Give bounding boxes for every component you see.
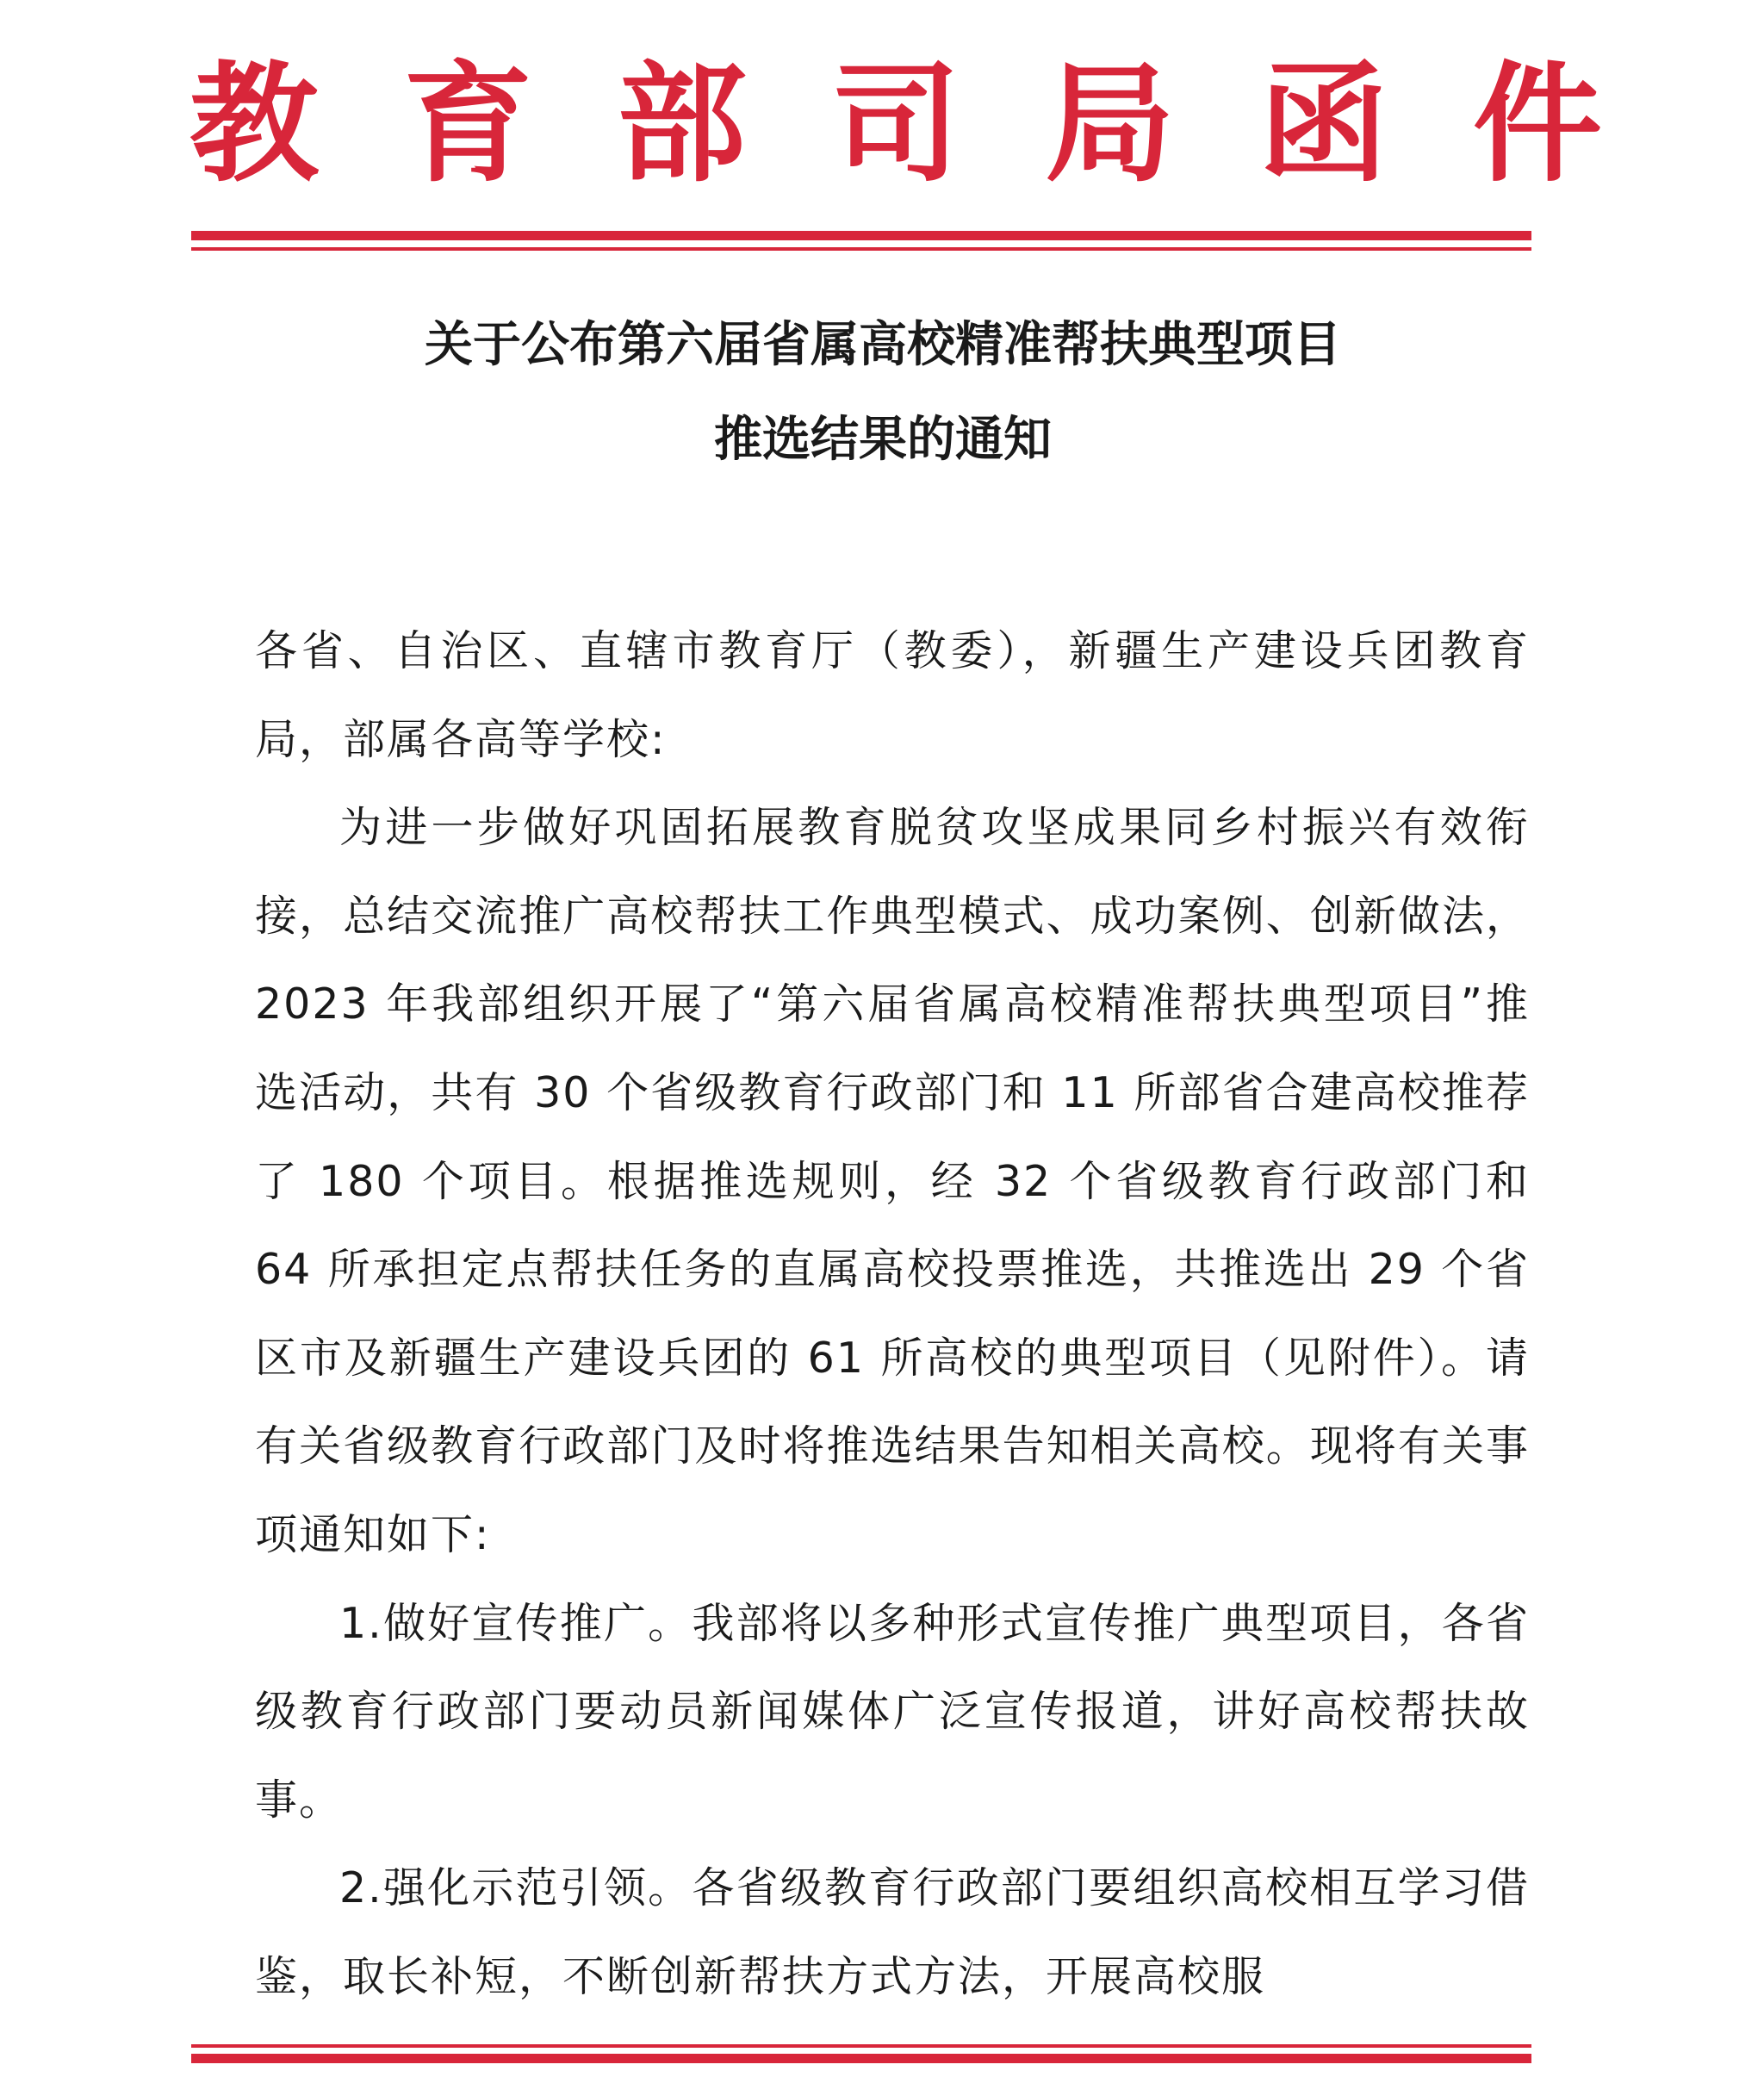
paragraph-item-1: 1.做好宣传推广。我部将以多种形式宣传推广典型项目，各省级教育行政部门要动员新闻媒体广泛宣传报道，讲好高校帮扶故事。	[255, 1598, 1530, 1825]
letterhead	[189, 52, 1602, 198]
letterhead-char: 局	[1045, 50, 1175, 200]
letterhead-rule-thin	[191, 247, 1531, 251]
document-title-line-1: 关于公布第六届省属高校精准帮扶典型项目	[425, 316, 1341, 373]
footer-rule-thin	[191, 2044, 1531, 2048]
letterhead-char: 件	[1472, 50, 1602, 200]
document-title-line-2: 推选结果的通知	[714, 411, 1052, 468]
footer-rule-thick	[191, 2054, 1531, 2063]
letterhead-char: 司	[830, 50, 960, 200]
letterhead-char: 教	[189, 50, 320, 200]
letterhead-rule-thick	[191, 231, 1531, 240]
paragraph-item-2: 2.强化示范引领。各省级教育行政部门要组织高校相互学习借鉴，取长补短，不断创新帮扶方式方法，开展高校服	[255, 1863, 1530, 2001]
paragraph-intro: 为进一步做好巩固拓展教育脱贫攻坚成果同乡村振兴有效衔接，总结交流推广高校帮扶工作典型模式、成功案例、创新做法，2023 年我部组织开展了“第六届省属高校精准帮扶典型项目”推选活动，共有 30 个省级教育行政部门和 11 所部省合建高校推荐了 180 个项目。根据推选规则，经 32 个省级教育行政部门和 64 所承担定点帮扶任务的直属高校投票推选，共推选出 29 个省区市及新疆生产建设兵团的 61 所高校的典型项目（见附件）。请有关省级教育行政部门及时将推选结果告知相关高校。现将有关事项通知如下:	[255, 803, 1530, 1559]
document-body	[255, 607, 1530, 2022]
letterhead-char: 函	[1258, 50, 1388, 200]
letterhead-char: 育	[403, 50, 533, 200]
salutation: 各省、自治区、直辖市教育厅（教委），新疆生产建设兵团教育局，部属各高等学校:	[255, 626, 1530, 764]
letterhead-char: 部	[617, 50, 747, 200]
